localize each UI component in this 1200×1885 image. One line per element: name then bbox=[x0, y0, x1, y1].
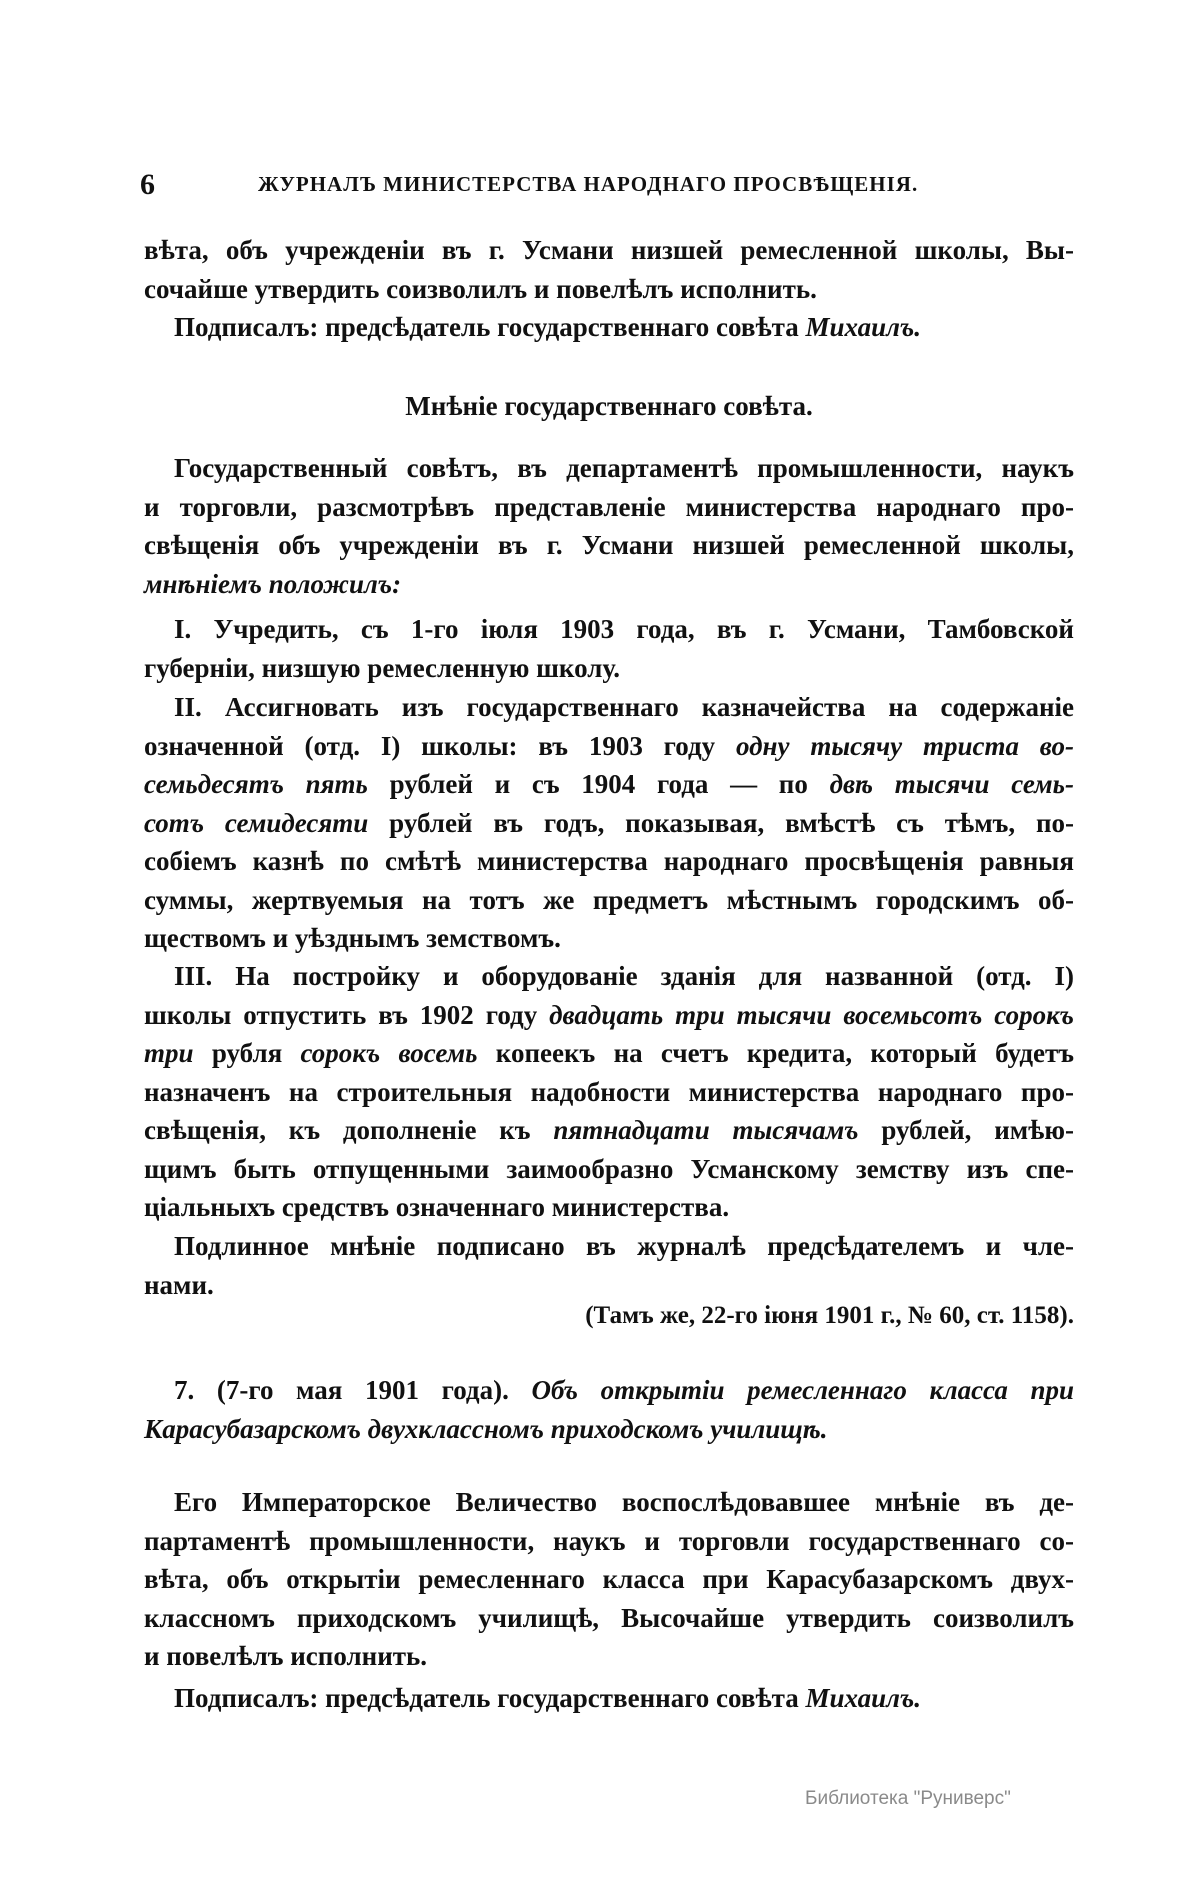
text-segment: рублей и съ 1904 года — по bbox=[367, 769, 830, 799]
italic-text: одну тысячу триста во- bbox=[735, 730, 1074, 761]
text-segment: собіемъ казнѣ по смѣтѣ министерства народнаго просвѣщенія равныя bbox=[144, 846, 1074, 876]
italic-text: три bbox=[144, 1038, 194, 1068]
text-line bbox=[144, 996, 1074, 1035]
text-segment: Мнѣніе государственнаго совѣта. bbox=[405, 391, 813, 421]
text-segment: ществомъ и уѣзднымъ земствомъ. bbox=[144, 923, 561, 953]
text-segment: свѣщенія объ учрежденіи въ г. Усмани низшей ремесленной школы, bbox=[144, 530, 1074, 560]
text-line bbox=[144, 1150, 1074, 1189]
text-line bbox=[144, 1483, 1074, 1522]
text-line bbox=[144, 881, 1074, 920]
signature-line bbox=[144, 1679, 1074, 1718]
text-line bbox=[144, 1111, 1074, 1150]
page-number: 6 bbox=[140, 168, 155, 201]
italic-text: пятнадцати тысячамъ bbox=[553, 1115, 859, 1145]
italic-text: сорокъ восемь bbox=[300, 1038, 478, 1068]
text-line bbox=[144, 957, 1074, 996]
text-line bbox=[144, 727, 1074, 766]
text-line bbox=[144, 1679, 1074, 1718]
text-line bbox=[144, 649, 1074, 688]
text-segment: Государственный совѣтъ, въ департаментѣ промышленности, наукъ bbox=[174, 453, 1074, 483]
text-segment: назначенъ на строительныя надобности министерства народнаго про- bbox=[144, 1076, 1074, 1107]
text-segment: рублей, имѣю- bbox=[858, 1115, 1074, 1145]
text-line bbox=[144, 526, 1074, 565]
text-segment: партаментѣ промышленности, наукъ и торговли государственнаго со- bbox=[144, 1525, 1074, 1556]
paragraph-signed bbox=[144, 1227, 1074, 1304]
text-line bbox=[144, 308, 1074, 347]
text-line bbox=[144, 688, 1074, 727]
text-segment: свѣщенія, къ дополненіе къ bbox=[144, 1115, 554, 1145]
text-line bbox=[144, 1637, 1074, 1676]
text-segment: Подписалъ: предсѣдатель государственнаго совѣта bbox=[174, 1683, 806, 1713]
text-line bbox=[144, 565, 1074, 604]
article-2 bbox=[144, 688, 1074, 958]
text-line bbox=[144, 1227, 1074, 1266]
text-segment: сочайше утвердить соизволилъ и повелѣлъ исполнить. bbox=[144, 273, 817, 304]
text-segment: означенной (отд. I) школы: въ 1903 году bbox=[144, 730, 736, 761]
text-line bbox=[144, 1560, 1074, 1599]
item-7-title bbox=[144, 1371, 1074, 1448]
italic-text: двѣ тысячи семь- bbox=[829, 769, 1074, 799]
text-segment: и повелѣлъ исполнить. bbox=[144, 1641, 428, 1671]
text-segment: суммы, жертвуемыя на тотъ же предметъ мѣстнымъ городскимъ об- bbox=[144, 884, 1074, 915]
text-segment: губерніи, низшую ремесленную школу. bbox=[144, 652, 620, 683]
italic-text: Объ открытіи ремесленнаго класса при bbox=[531, 1375, 1074, 1405]
italic-text: Карасубазарскомъ двухклассномъ приходскомъ училищѣ. bbox=[144, 1413, 828, 1444]
article-3 bbox=[144, 957, 1074, 1227]
italic-text: двадцать три тысячи восемьсотъ сорокъ bbox=[549, 999, 1075, 1030]
library-watermark: Библиотека "Руниверс" bbox=[805, 1788, 1011, 1809]
text-segment: Подписалъ: предсѣдатель государственнаго совѣта bbox=[174, 312, 806, 342]
text-line bbox=[144, 1410, 1074, 1449]
running-title: ЖУРНАЛЪ МИНИСТЕРСТВА НАРОДНАГО ПРОСВѢЩЕНІЯ. bbox=[258, 172, 919, 196]
text-line bbox=[144, 488, 1074, 527]
text-segment: I. Учредить, съ 1-го іюля 1903 года, въ г. Усмани, Тамбовской bbox=[174, 614, 1074, 644]
text-line bbox=[144, 1297, 1074, 1336]
text-line bbox=[144, 1034, 1074, 1073]
text-segment: щимъ быть отпущенными заимообразно Усманскому земству изъ спе- bbox=[144, 1153, 1074, 1184]
text-line bbox=[144, 804, 1074, 843]
text-line bbox=[144, 1188, 1074, 1227]
text-line bbox=[144, 231, 1074, 270]
text-segment: III. На постройку и оборудованіе зданія для названной (отд. I) bbox=[174, 961, 1074, 991]
text-line bbox=[144, 387, 1074, 426]
text-segment: нами. bbox=[144, 1269, 214, 1300]
text-line bbox=[144, 610, 1074, 649]
text-segment: копеекъ на счетъ кредита, который будетъ bbox=[477, 1038, 1074, 1068]
text-segment: школы отпустить въ 1902 году bbox=[144, 999, 550, 1030]
text-line bbox=[144, 765, 1074, 804]
text-line bbox=[144, 1371, 1074, 1410]
paragraph-imperial-approval bbox=[144, 1483, 1074, 1676]
text-segment: 7. (7-го мая 1901 года). bbox=[174, 1375, 532, 1405]
text-segment: вѣта, объ открытіи ремесленнаго класса при Карасубазарскомъ двух- bbox=[144, 1564, 1074, 1594]
text-line bbox=[144, 1599, 1074, 1638]
paragraph-council-opinion bbox=[144, 449, 1074, 603]
text-segment: рубля bbox=[193, 1038, 301, 1068]
text-segment: классномъ приходскомъ училищѣ, Высочайше утвердить соизволилъ bbox=[144, 1602, 1074, 1633]
text-segment: Подлинное мнѣніе подписано въ журналѣ предсѣдателемъ и чле- bbox=[174, 1231, 1074, 1261]
text-line bbox=[144, 919, 1074, 958]
text-line bbox=[144, 1073, 1074, 1112]
text-segment: II. Ассигновать изъ государственнаго казначейства на содержаніе bbox=[174, 692, 1074, 722]
text-line bbox=[144, 1522, 1074, 1561]
text-segment: и торговли, разсмотрѣвъ представленіе министерства народнаго про- bbox=[144, 491, 1074, 522]
section-heading bbox=[144, 387, 1074, 426]
text-line bbox=[144, 449, 1074, 488]
italic-text: семьдесятъ пять bbox=[144, 769, 368, 799]
text-line bbox=[144, 270, 1074, 309]
text-segment: вѣта, объ учрежденіи въ г. Усмани низшей ремесленной школы, Вы- bbox=[144, 235, 1074, 265]
text-segment: ціальныхъ средствъ означеннаго министерства. bbox=[144, 1192, 730, 1222]
article-1 bbox=[144, 610, 1074, 687]
paragraph-decree-end bbox=[144, 231, 1074, 347]
italic-text: мнѣніемъ положилъ: bbox=[144, 568, 402, 599]
text-line bbox=[144, 842, 1074, 881]
italic-text: Михаилъ. bbox=[805, 312, 922, 342]
italic-text: сотъ семидесяти bbox=[144, 807, 369, 838]
text-segment: рублей въ годъ, показывая, вмѣстѣ съ тѣмъ, по- bbox=[368, 807, 1074, 838]
text-segment: (Тамъ же, 22-го іюня 1901 г., № 60, ст. 1158). bbox=[585, 1302, 1074, 1329]
text-segment: Его Императорское Величество воспослѣдовавшее мнѣніе въ де- bbox=[174, 1487, 1074, 1517]
italic-text: Михаилъ. bbox=[805, 1683, 922, 1713]
citation bbox=[144, 1297, 1074, 1336]
